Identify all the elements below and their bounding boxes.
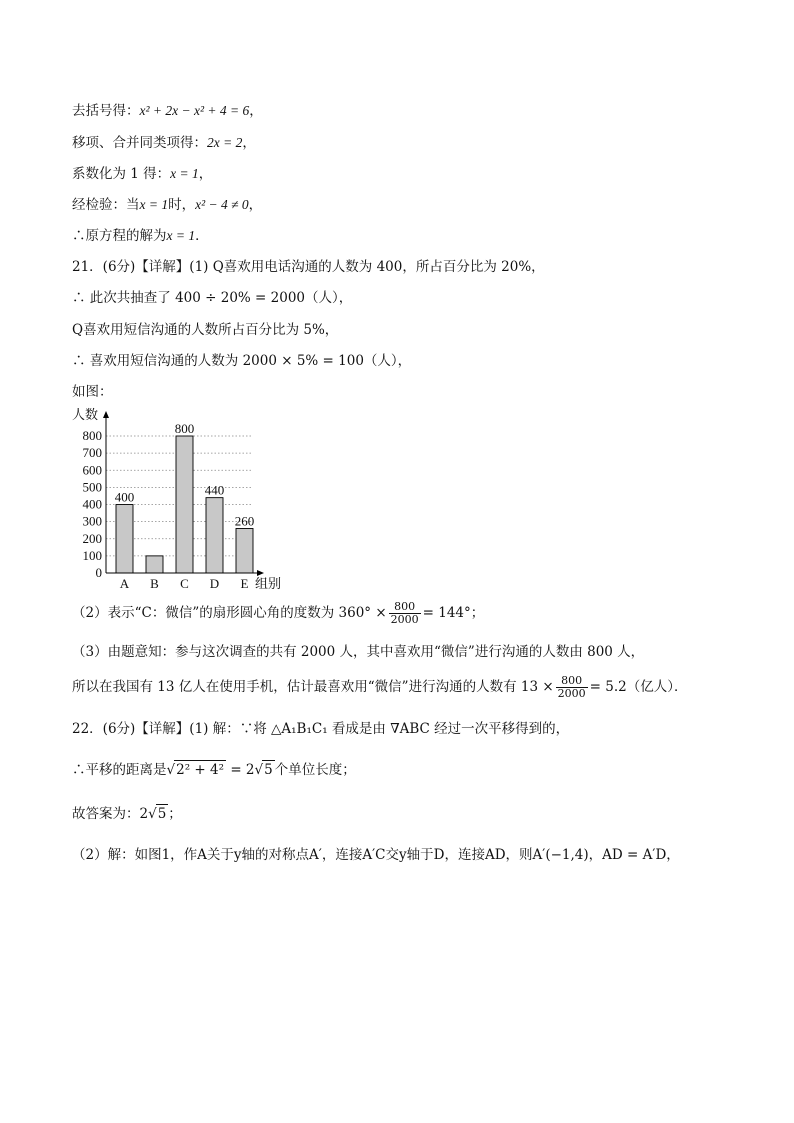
q21-part3-estimate: 所以在我国有 13 亿人在使用手机，估计最喜欢用“微信”进行沟通的人数有 13 × $\frac{800}{2000}$ = 5.2（亿人）． bbox=[72, 674, 688, 700]
q22-heading: 22．(6分)【详解】(1) 解：∵将 △A₁B₁C₁ 看成是由 ∇ABC 经过一次平移得到的， bbox=[72, 721, 570, 737]
y-axis-arrow bbox=[103, 411, 109, 418]
bar bbox=[116, 505, 133, 574]
q22-answer: 故答案为：2√5 ； bbox=[72, 806, 182, 822]
bar-value-label: 440 bbox=[204, 482, 225, 498]
q21-part3: （3）由题意知：参与这次调查的共有 2000 人，其中喜欢用“微信”进行沟通的人数由 800 人， bbox=[72, 644, 645, 660]
x-tick-label: A bbox=[119, 576, 130, 591]
line-solution: ∴原方程的解为x = 1． bbox=[72, 228, 209, 244]
q21-line-sms-percent: Q喜欢用短信沟通的人数所占百分比为 5%， bbox=[72, 322, 339, 338]
q21-line-sms-count: ∴ 喜欢用短信沟通的人数为 2000 × 5% = 100（人）， bbox=[72, 353, 412, 369]
q21-line-total: ∴ 此次共抽查了 400 ÷ 20% = 2000（人）， bbox=[72, 290, 353, 306]
bar bbox=[236, 528, 253, 573]
line-verification: 经检验：当x = 1时，x² − 4 ≠ 0， bbox=[72, 197, 263, 213]
y-tick-label: 100 bbox=[82, 547, 102, 563]
line-coefficient: 系数化为 1 得：x = 1， bbox=[72, 166, 213, 182]
y-axis-title: 人数 bbox=[72, 408, 99, 423]
y-tick-label: 400 bbox=[82, 496, 102, 512]
x-tick-label: C bbox=[180, 576, 189, 591]
y-tick-label: 800 bbox=[82, 428, 102, 443]
x-tick-label: B bbox=[150, 576, 159, 591]
y-tick-label: 0 bbox=[95, 565, 102, 580]
bar-value-label: 260 bbox=[234, 513, 255, 529]
q21-part2: （2）表示“C：微信”的扇形圆心角的度数为 360° × $\frac{800}{2000}$ = 144°； bbox=[72, 600, 485, 626]
line-expand-brackets: 去括号得：x² + 2x − x² + 4 = 6， bbox=[72, 103, 263, 119]
bar bbox=[206, 498, 223, 573]
bar bbox=[176, 436, 193, 573]
y-tick-label: 300 bbox=[82, 513, 102, 529]
q22-distance: ∴平移的距离是√2² + 4² = 2√5 个单位长度； bbox=[72, 762, 356, 778]
line-combine-terms: 移项、合并同类项得：2x = 2， bbox=[72, 135, 256, 151]
q22-part2: （2）解：如图1，作A关于y轴的对称点A′，连接A′C交y轴于D，连接AD，则A′(−1,4)，AD = A′D， bbox=[72, 847, 680, 863]
y-tick-label: 200 bbox=[82, 530, 102, 546]
x-axis-title: 组别 bbox=[255, 577, 282, 591]
bar-value-label: 800 bbox=[174, 421, 195, 436]
x-tick-label: D bbox=[209, 576, 220, 591]
fraction: $\frac{800}{2000}$ bbox=[390, 600, 419, 626]
bar-chart bbox=[72, 406, 302, 591]
bar-value-label: 400 bbox=[114, 489, 135, 505]
q21-heading: 21．(6分)【详解】(1) Q喜欢用电话沟通的人数为 400，所占百分比为 20%， bbox=[72, 259, 545, 275]
q21-line-figure: 如图： bbox=[72, 384, 113, 400]
y-tick-label: 500 bbox=[82, 479, 102, 495]
fraction: $\frac{800}{2000}$ bbox=[557, 674, 586, 700]
x-tick-label: E bbox=[240, 576, 249, 591]
y-tick-label: 600 bbox=[82, 462, 102, 478]
bar bbox=[146, 556, 163, 573]
y-tick-label: 700 bbox=[82, 445, 102, 461]
x-axis-arrow bbox=[257, 570, 264, 576]
